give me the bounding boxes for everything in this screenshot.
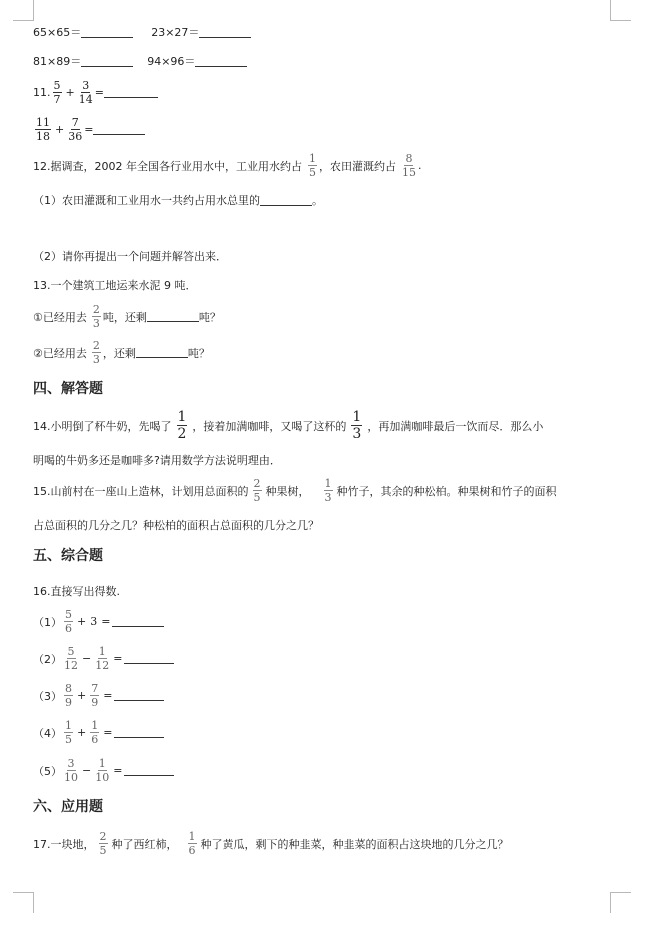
fraction: 5 6 [65, 608, 72, 635]
operator: + [65, 86, 75, 99]
crop-mark-bottom-left [13, 892, 34, 913]
q17-text: 种了黄瓜，剩下的种韭菜，种韭菜的面积占这块地的几分之几？ [200, 837, 509, 851]
crop-mark-top-right [610, 0, 631, 21]
section-6-title: 六、应用题 [33, 799, 103, 815]
equals-sign: = [113, 764, 123, 777]
operator: + [77, 689, 87, 702]
fraction: 3 10 [64, 757, 78, 784]
answer-blank[interactable] [124, 765, 174, 776]
q15-line-1 [33, 478, 557, 503]
calc-row-2 [33, 53, 247, 69]
item-label: （4） [33, 726, 62, 740]
q14-line-2 [33, 452, 281, 468]
q12-sub-2 [33, 248, 227, 264]
answer-blank[interactable] [81, 56, 133, 67]
fraction: $\frac{7}{36}$ [68, 116, 83, 143]
q13-text: 吨？ [187, 346, 210, 360]
q12-stem [33, 153, 421, 178]
q13-part-1 [33, 304, 221, 329]
fraction: $\frac{1}{12}$ [95, 645, 110, 672]
number: 3 [90, 615, 98, 628]
answer-blank[interactable] [114, 727, 164, 738]
fraction: 1 5 [65, 719, 72, 746]
fraction: 2 3 [92, 303, 100, 330]
fraction: 1 2 [177, 409, 187, 442]
item-label: （5） [33, 764, 62, 778]
calc-81x89: 81×89＝ [33, 55, 82, 68]
item-label: （3） [33, 689, 62, 703]
q17-text: 17.一块地， [33, 837, 95, 851]
operator: − [82, 652, 92, 665]
answer-blank[interactable] [104, 87, 158, 98]
operator: + [77, 726, 87, 739]
q16-item-4 [33, 720, 164, 745]
q17-text: 种了西红柿， [111, 837, 178, 851]
q15-text: 15.山前村在一座山上造林，计划用总面积的 [33, 484, 249, 498]
answer-blank[interactable] [260, 195, 312, 206]
q13-text: 吨？ [198, 310, 221, 324]
equals-sign: = [103, 689, 113, 702]
section-5-title: 五、综合题 [33, 548, 103, 564]
q13-stem [33, 277, 197, 293]
fraction: $\frac{3}{14}$ [78, 79, 93, 106]
operator: + [55, 123, 65, 136]
calc-23x27: 23×27＝ [151, 26, 200, 39]
q16-item-3 [33, 683, 164, 708]
q13-text: ，还剩 [102, 346, 136, 360]
calc-65x65: 65×65＝ [33, 26, 82, 39]
q16-item-5 [33, 758, 174, 783]
operator: + [77, 615, 87, 628]
fraction: 2 5 [99, 830, 107, 857]
answer-blank[interactable] [81, 27, 133, 38]
answer-blank[interactable] [114, 690, 164, 701]
equals-sign: = [94, 86, 104, 99]
q16-item-2 [33, 646, 174, 671]
section-heading [33, 378, 103, 398]
q16-item-1 [33, 609, 164, 634]
q14-text: ，接着加满咖啡，又喝了这杯的 [192, 419, 347, 433]
fraction: 1 5 [308, 152, 316, 179]
q15-line-2 [33, 517, 319, 533]
equals-sign: = [84, 123, 94, 136]
fraction: 1 3 [324, 477, 332, 504]
fraction: 5 7 [53, 79, 61, 106]
q16-title [33, 583, 120, 599]
fraction: 5 12 [64, 645, 78, 672]
answer-blank[interactable] [124, 653, 174, 664]
q15-text: 种竹子，其余的种松柏。种果树和竹子的面积 [336, 484, 557, 498]
q14-text: 明喝的牛奶多还是咖啡多?请用数学方法说明理由． [33, 454, 281, 467]
operator: − [82, 764, 92, 777]
q12-text: ，农田灌溉约占 [318, 159, 396, 173]
q12-text: . [417, 159, 422, 172]
q14-text: ，再加满咖啡最后一饮而尽．那么小 [367, 419, 544, 433]
fraction: 8 15 [401, 152, 416, 179]
answer-blank[interactable] [147, 311, 199, 322]
item-label: （2） [33, 652, 62, 666]
answer-blank[interactable] [136, 347, 188, 358]
q15-text: 种果树， [265, 484, 310, 498]
q12-sub1-end: 。 [312, 194, 323, 207]
crop-mark-top-left [13, 0, 34, 21]
q11-expr-1 [33, 80, 158, 105]
q13-text: ①已经用去 [33, 310, 87, 324]
fraction: 2 3 [92, 339, 100, 366]
q17-line [33, 831, 509, 856]
q12-sub2-text: （2）请你再提出一个问题并解答出来． [33, 250, 227, 263]
calc-94x96: 94×96＝ [147, 55, 196, 68]
question-number: 11. [33, 86, 51, 99]
equals-sign: = [101, 615, 111, 628]
equals-sign: = [103, 726, 113, 739]
section-4-title: 四、解答题 [33, 381, 103, 397]
fraction: 11 18 [36, 116, 50, 143]
fraction: 8 9 [65, 682, 72, 709]
fraction: $\frac{1}{6}$ [91, 719, 99, 746]
fraction: 1 6 [188, 830, 196, 857]
answer-blank[interactable] [93, 124, 145, 135]
answer-blank[interactable] [112, 616, 164, 627]
fraction: $\frac{1}{10}$ [95, 757, 110, 784]
q12-sub1-text: （1）农田灌溉和工业用水一共约占用水总里的 [33, 194, 260, 207]
fraction: $\frac{7}{9}$ [91, 682, 99, 709]
q16-text: 16.直接写出得数. [33, 585, 120, 598]
q13-part-2 [33, 340, 210, 365]
equals-sign: = [113, 652, 123, 665]
q15-text: 占总面积的几分之几？种松柏的面积占总面积的几分之几？ [33, 519, 319, 532]
item-label: （1） [33, 615, 62, 629]
answer-blank[interactable] [199, 27, 251, 38]
q13-text: 吨，还剩 [102, 310, 147, 324]
q14-line-1 [33, 410, 543, 441]
q13-text: ②已经用去 [33, 346, 87, 360]
q11-expr-2 [33, 117, 145, 142]
answer-blank[interactable] [195, 56, 247, 67]
section-heading [33, 545, 103, 565]
q12-sub-1 [33, 192, 323, 208]
q13-text: 13.一个建筑工地运来水泥 9 吨． [33, 279, 197, 292]
section-heading [33, 796, 103, 816]
fraction: 2 5 [253, 477, 261, 504]
fraction: 1 3 [352, 409, 362, 442]
calc-row-1 [33, 24, 251, 40]
q14-text: 14.小明倒了杯牛奶，先喝了 [33, 419, 172, 433]
crop-mark-bottom-right [610, 892, 631, 913]
q12-text: 12.据调查，2002 年全国各行业用水中，工业用水约占 [33, 159, 302, 173]
